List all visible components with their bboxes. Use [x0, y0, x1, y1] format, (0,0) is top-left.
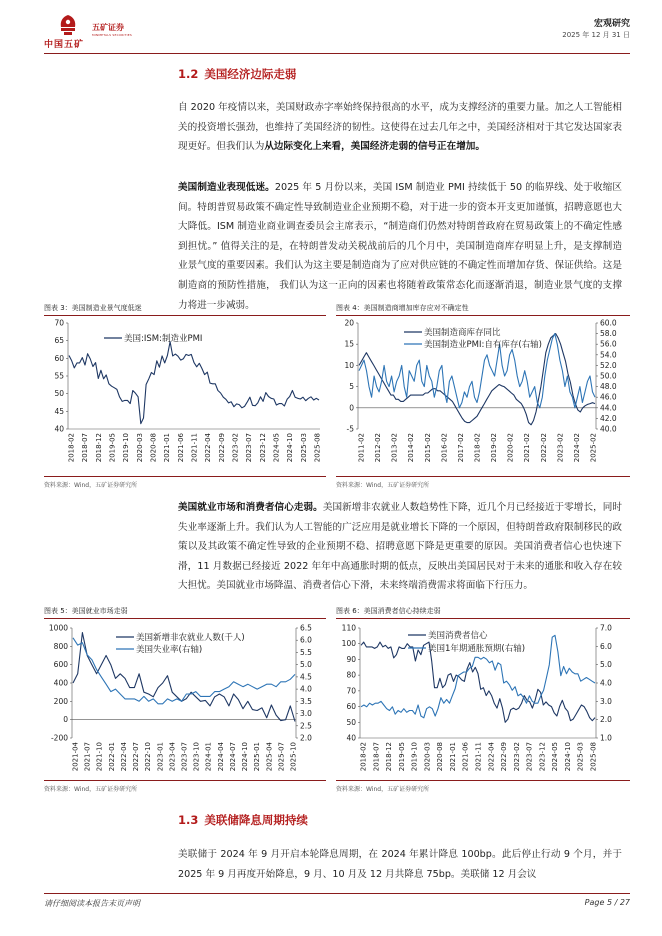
x-tick-label: 2022-09 — [217, 433, 226, 463]
y-tick-label-left: 70 — [346, 686, 356, 696]
x-tick-label: 2021-11 — [190, 433, 199, 463]
y-tick-label-left: 200 — [53, 696, 68, 706]
header-divider — [44, 53, 630, 54]
y-tick-label-right: 2.0 — [600, 715, 612, 725]
x-tick-label: 2025-01 — [253, 742, 262, 772]
x-tick-label: 2022-01 — [107, 742, 116, 772]
x-tick-label: 2022-07 — [132, 742, 141, 772]
x-tick-label: 2025-02 — [589, 433, 598, 463]
y-tick-label-right: 60.0 — [600, 318, 617, 328]
figure-3-source: 资料来源：Wind，五矿证券研究所 — [44, 482, 138, 489]
y-tick-label-left: 110 — [341, 623, 356, 633]
x-tick-label: 2023-04 — [168, 742, 177, 772]
x-tick-label: 2025-08 — [313, 433, 322, 463]
x-tick-label: 2025-08 — [589, 742, 598, 772]
y-tick-label-right: 4.5 — [300, 672, 312, 682]
x-tick-label: 2018-12 — [385, 742, 394, 772]
legend-label: 美国制造商库存同比 — [424, 328, 501, 338]
y-tick-label-right: 54.0 — [600, 350, 617, 360]
section-number: 1.3 — [178, 813, 199, 827]
paragraph-lead: 美国就业市场和消费者信心走弱。 — [178, 502, 323, 513]
legend-label: 美国1年期通胀预期(右轴) — [428, 644, 526, 654]
x-tick-label: 2021-04 — [71, 742, 80, 772]
y-tick-label-left: 5 — [349, 382, 354, 392]
section-title: 美国经济边际走弱 — [204, 67, 297, 81]
x-tick-label: 2019-05 — [397, 742, 406, 772]
x-tick-label: 2025-03 — [576, 742, 585, 772]
x-tick-label: 2024-05 — [551, 742, 560, 772]
y-tick-label-right: 3.0 — [300, 709, 312, 719]
y-tick-label-left: 45 — [54, 406, 64, 416]
x-tick-label: 2022-04 — [119, 742, 128, 772]
y-tick-label-right: 44.0 — [600, 403, 617, 413]
x-tick-label: 2021-11 — [474, 742, 483, 772]
figure-4-chart — [336, 317, 630, 475]
x-tick-label: 2023-12 — [258, 433, 267, 463]
x-tick-label: 2018-02 — [473, 433, 482, 463]
x-tick-label: 2023-02 — [556, 433, 565, 463]
figure-6-bottom-rule — [336, 780, 630, 781]
x-tick-label: 2018-07 — [81, 433, 90, 463]
figure-6-top-rule — [336, 618, 630, 619]
x-tick-label: 2021-02 — [523, 433, 532, 463]
x-tick-label: 2022-09 — [500, 742, 509, 772]
y-tick-label-left: 0 — [63, 715, 68, 725]
y-tick-label-left: 55 — [54, 371, 64, 381]
y-tick-label-right: 6.0 — [600, 641, 612, 651]
footer-divider — [44, 893, 630, 894]
x-tick-label: 2019-02 — [490, 433, 499, 463]
y-tick-label-left: 60 — [346, 702, 356, 712]
paragraph-fed-cuts — [178, 845, 622, 884]
y-tick-label-left: 70 — [54, 318, 64, 328]
paragraph-text: 2025 年 5 月份以来，美国 ISM 制造业 PMI 持续低于 50 的临界线、处于收缩区间。特朗普贸易政策不确定性导致制造业企业预期不稳，对于进一步的资本开支更加谨慎，招聘意愿也大大降低。ISM 制造业商业调查委员会主席表示，“制造商们仍然对特朗普政府在贸易政策上的不确定性感到担忧。” 值得关注的是，在特朗普发动关税战前后的几个月中，美国制造商库存明显上升，是支撑制造业景气度的重要因素。我们认为这主要是制造商为了应对供应链的不确定性而增加存货、保证供给。这是制造商的预防性措施， 我们认为这一正向的因素也将随着政策常态化而逐渐消退，制造业景气度的支撑力将进一步减弱。 — [178, 182, 622, 311]
y-tick-label-left: 0 — [349, 403, 354, 413]
y-tick-label-left: 15 — [344, 339, 354, 349]
x-tick-label: 2024-10 — [241, 742, 250, 772]
legend-label: 美国失业率(右轴) — [136, 645, 203, 655]
section-1-2-heading — [178, 66, 296, 82]
legend-label: 美国消费者信心 — [428, 631, 488, 641]
x-tick-label: 2023-07 — [525, 742, 534, 772]
x-tick-label: 2014-02 — [407, 433, 416, 463]
y-tick-label-left: 1000 — [48, 623, 68, 633]
y-tick-label-left: -5 — [346, 424, 354, 434]
y-tick-label-right: 46.0 — [600, 392, 617, 402]
x-tick-label: 2023-07 — [245, 433, 254, 463]
y-tick-label-right: 58.0 — [600, 329, 617, 339]
paragraph-fiscal-support — [178, 98, 622, 157]
footer-disclaimer: 请仔细阅读本报告末页声明 — [44, 899, 140, 908]
x-tick-label: 2011-02 — [357, 433, 366, 463]
x-tick-label: 2023-02 — [512, 742, 521, 772]
company-securities-name: 五矿证券 — [92, 23, 124, 32]
figure-4-source: 资料来源：Wind，五矿证券研究所 — [336, 482, 430, 489]
legend-label: 美国:ISM:制造业PMI — [124, 334, 203, 344]
y-tick-label-right: 6.5 — [300, 623, 312, 633]
legend-label: 美国新增非农就业人数(千人) — [136, 633, 245, 643]
x-tick-label: 2020-08 — [436, 742, 445, 772]
x-tick-label: 2021-01 — [163, 433, 172, 463]
x-tick-label: 2025-07 — [277, 742, 286, 772]
company-name-cn: 中国五矿 — [44, 40, 85, 50]
figure-5-chart — [44, 620, 326, 780]
paragraph-text: 美国新增非农就业人数趋势性下降，近几个月已经接近于零增长，同时失业率逐渐上升。我们认为人工智能的广泛应用是就业增长下降的一个原因，但特朗普政府限制移民的政策以及其政策不确定性导致的企业预期不稳、招聘意愿下降是更重要的原因。美国消费者信心也快速下滑，11 月数据已经接近 2022 年年中高通胀时期的低点，反映出美国居民对于未来的通胀和收入存在较大担忧。美国就业市场降温、消费者信心下滑，未来终端消费需求将面临下行压力。 — [178, 502, 623, 592]
section-1-3-heading — [178, 812, 308, 828]
x-tick-label: 2024-07 — [228, 742, 237, 772]
x-tick-label: 2023-12 — [538, 742, 547, 772]
x-tick-label: 2018-02 — [359, 742, 368, 772]
figure-5-source: 资料来源：Wind，五矿证券研究所 — [44, 786, 138, 793]
y-tick-label-right: 2.5 — [300, 721, 312, 731]
figure-3-bottom-rule — [44, 476, 326, 477]
y-tick-label-left: 600 — [53, 660, 68, 670]
report-type: 宏观研究 — [593, 19, 630, 29]
y-tick-label-right: 2.0 — [300, 733, 312, 743]
y-tick-label-left: 65 — [54, 336, 64, 346]
y-tick-label-right: 6.0 — [300, 635, 312, 645]
y-tick-label-right: 5.5 — [300, 647, 312, 657]
company-securities-name-en: MINMETALS SECURITIES — [92, 33, 132, 37]
x-tick-label: 2020-08 — [149, 433, 158, 463]
x-tick-label: 2022-04 — [204, 433, 213, 463]
figure-4-top-rule — [336, 315, 630, 316]
x-tick-label: 2025-04 — [265, 742, 274, 772]
y-tick-label-left: 400 — [53, 678, 68, 688]
x-tick-label: 2019-10 — [410, 742, 419, 772]
x-tick-label: 2019-10 — [122, 433, 131, 463]
x-tick-label: 2021-06 — [176, 433, 185, 463]
paragraph-manufacturing — [178, 178, 622, 315]
x-tick-label: 2024-02 — [572, 433, 581, 463]
x-tick-label: 2023-10 — [192, 742, 201, 772]
y-tick-label-left: 800 — [53, 641, 68, 651]
x-tick-label: 2018-12 — [94, 433, 103, 463]
figure-5-bottom-rule — [44, 780, 326, 781]
paragraph-emphasis: 从边际变化上来看，美国经济走弱的信号正在增加。 — [264, 141, 485, 153]
page-number: Page 5 / 27 — [584, 898, 630, 907]
y-tick-label-left: 50 — [54, 389, 64, 399]
report-date: 2025 年 12 月 31 日 — [562, 31, 630, 39]
x-tick-label: 2024-10 — [563, 742, 572, 772]
y-tick-label-left: 20 — [344, 318, 354, 328]
y-tick-label-right: 4.0 — [300, 684, 312, 694]
y-tick-label-left: 40 — [54, 424, 64, 434]
x-tick-label: 2018-02 — [67, 433, 76, 463]
section-title: 美联储降息周期持续 — [204, 813, 308, 827]
figure-3-chart — [44, 317, 326, 475]
y-tick-label-right: 50.0 — [600, 371, 617, 381]
x-tick-label: 2019-05 — [108, 433, 117, 463]
y-tick-label-left: 100 — [341, 639, 356, 649]
x-tick-label: 2022-02 — [539, 433, 548, 463]
y-tick-label-right: 3.5 — [300, 696, 312, 706]
x-tick-label: 2018-07 — [372, 742, 381, 772]
y-tick-label-left: 50 — [346, 717, 356, 727]
y-tick-label-right: 48.0 — [600, 382, 617, 392]
x-tick-label: 2021-01 — [448, 742, 457, 772]
x-tick-label: 2021-06 — [461, 742, 470, 772]
y-tick-label-left: 60 — [54, 353, 64, 363]
x-tick-label: 2025-03 — [299, 433, 308, 463]
y-tick-label-right: 4.0 — [600, 678, 612, 688]
figure-3-caption: 图表 3：美国制造业景气度低迷 — [44, 304, 142, 312]
figure-6-chart — [336, 620, 630, 780]
x-tick-label: 2020-03 — [135, 433, 144, 463]
y-tick-label-left: 90 — [346, 654, 356, 664]
x-tick-label: 2021-10 — [95, 742, 104, 772]
x-tick-label: 2016-02 — [440, 433, 449, 463]
x-tick-label: 2024-01 — [204, 742, 213, 772]
legend-label: 美国制造业PMI:自有库存(右轴) — [424, 340, 542, 350]
series-line — [69, 342, 319, 424]
y-tick-label-right: 1.0 — [600, 733, 612, 743]
x-tick-label: 2020-03 — [423, 742, 432, 772]
y-tick-label-right: 52.0 — [600, 360, 617, 370]
y-tick-label-left: 80 — [346, 670, 356, 680]
y-tick-label-right: 5.0 — [600, 660, 612, 670]
figure-4-bottom-rule — [336, 476, 630, 477]
paragraph-lead: 美国制造业表现低迷。 — [178, 182, 275, 193]
figure-6-source: 资料来源：Wind，五矿证券研究所 — [336, 786, 430, 793]
series-line — [361, 642, 595, 722]
y-tick-label-left: 10 — [344, 360, 354, 370]
x-tick-label: 2023-01 — [156, 742, 165, 772]
x-tick-label: 2024-10 — [286, 433, 295, 463]
x-tick-label: 2017-02 — [456, 433, 465, 463]
x-tick-label: 2012-02 — [374, 433, 383, 463]
x-tick-label: 2024-04 — [216, 742, 225, 772]
figure-3-top-rule — [44, 315, 326, 316]
y-tick-label-right: 5.0 — [300, 660, 312, 670]
figure-5-top-rule — [44, 618, 326, 619]
x-tick-label: 2021-07 — [83, 742, 92, 772]
x-tick-label: 2023-02 — [231, 433, 240, 463]
figure-4-caption: 图表 4：美国制造商增加库存应对不确定性 — [336, 304, 469, 312]
paragraph-employment — [178, 498, 622, 596]
y-tick-label-left: 40 — [346, 733, 356, 743]
y-tick-label-right: 3.0 — [600, 696, 612, 706]
paragraph-text: 自 2020 年疫情以来，美国财政赤字率始终保持很高的水平，成为支撑经济的重要力量。加之人工智能相关的投资增长强劲，也维持了美国经济的韧性。这使得在过去几年之中，美国经济相对于其它发达国家表现更好。但我们认为 — [178, 102, 622, 153]
figure-6-caption: 图表 6：美国消费者信心持续走弱 — [336, 607, 441, 615]
x-tick-label: 2024-05 — [272, 433, 281, 463]
x-tick-label: 2013-02 — [390, 433, 399, 463]
x-tick-label: 2015-02 — [423, 433, 432, 463]
y-tick-label-right: 56.0 — [600, 339, 617, 349]
figure-5-caption: 图表 5：美国就业市场走弱 — [44, 607, 128, 615]
paragraph-text: 美联储于 2024 年 9 月开启本轮降息周期，在 2024 年累计降息 100bp。此后停止行动 9 个月，并于 2025 年 9 月再度开始降息，9 月、10 月及 12 月共降息 75bp。美联储 12 月会议 — [178, 849, 622, 880]
minmetals-logo-icon — [58, 14, 78, 36]
x-tick-label: 2025-10 — [289, 742, 298, 772]
x-tick-label: 2022-10 — [144, 742, 153, 772]
y-tick-label-right: 42.0 — [600, 413, 617, 423]
section-number: 1.2 — [178, 67, 199, 81]
y-tick-label-left: -200 — [50, 733, 68, 743]
y-tick-label-right: 7.0 — [600, 623, 612, 633]
y-tick-label-right: 40.0 — [600, 424, 617, 434]
x-tick-label: 2020-02 — [506, 433, 515, 463]
x-tick-label: 2023-07 — [180, 742, 189, 772]
x-tick-label: 2022-04 — [487, 742, 496, 772]
